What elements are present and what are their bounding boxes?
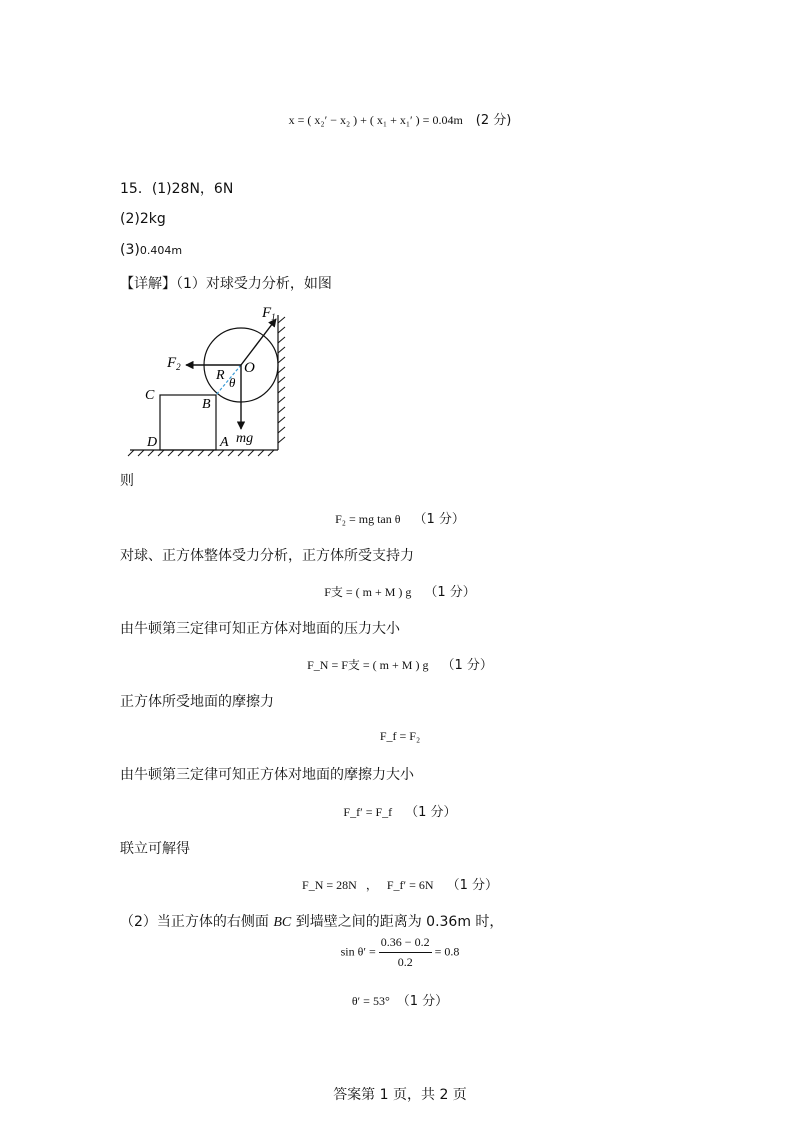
label-d: D [147,435,158,450]
label-f2: $F_2$ [167,355,181,372]
equation-2 [0,581,800,600]
label-r: R [216,368,225,383]
label-mg: mg [236,431,254,446]
equation-3-expr: F_N = F支 = ( m + M ) g [307,658,429,672]
equation-3-score: （1 分） [441,658,493,673]
wall-hatching [278,317,285,443]
equation-3 [0,654,800,673]
q15-header: 15．(1)28N，6N [120,181,234,197]
text-line-1: 对球、正方体整体受力分析，正方体所受支持力 [120,548,414,564]
label-b: B [202,397,211,412]
page-footer: 答案第 1 页，共 2 页 [333,1087,467,1103]
text-line-5: 联立可解得 [120,841,190,857]
equation-6-score: （1 分） [446,878,498,893]
equation-7-numerator: 0.36 − 0.2 [379,935,432,953]
q15-answer-3-value: 0.404m [139,244,183,257]
equation-8-expr: θ′ = 53° [351,994,390,1008]
equation-1-expr: F₂ = mg tan θ [335,512,401,526]
label-o: O [244,360,255,376]
label-c: C [145,388,155,403]
text-line-6 [120,911,503,931]
equation-2-score: （1 分） [424,585,476,600]
top-equation-score: (2 分) [475,113,512,128]
equation-5-score: （1 分） [405,805,457,820]
text-line-4: 由牛顿第三定律可知正方体对地面的摩擦力大小 [120,767,414,783]
detail-heading: 【详解】（1）对球受力分析，如图 [120,276,332,292]
q15-answer-2: (2)2kg [120,211,166,227]
equation-1-score: （1 分） [413,512,465,527]
text-line-2: 由牛顿第三定律可知正方体对地面的压力大小 [120,621,400,637]
equation-2-expr: F支 = ( m + M ) g [324,585,412,599]
equation-7-fraction [379,935,432,970]
label-a: A [220,435,229,450]
equation-6-part-2: F_f′ = 6N [386,878,434,892]
equation-7-rhs: = 0.8 [434,944,460,959]
equation-6: F_N = 28N ， F_f′ = 6N （1 分） [302,878,498,893]
equation-1 [0,508,800,527]
top-equation-expr: x = ( x₂′ − x₂ ) + ( x₁ + x₁′ ) = 0.04m [288,113,463,127]
equation-6-part-1: F_N = 28N [302,878,357,892]
top-equation [0,109,800,128]
equation-4 [0,729,800,744]
equation-7 [0,935,800,970]
text-line-6-prefix: （2）当正方体的右侧面 [120,914,269,930]
q15-answer-3 [120,242,182,258]
label-theta: θ [229,375,236,390]
equation-5 [0,801,800,820]
equation-8 [0,990,800,1009]
q15-answer-3-prefix: (3) [120,242,140,258]
equation-8-score: （1 分） [396,994,449,1009]
text-line-6-bc: BC [273,915,292,930]
equation-7-denominator: 0.2 [397,955,413,969]
label-f1: $F_1$ [262,305,276,322]
equation-5-expr: F_f′ = F_f [343,805,393,819]
f1-arrow [241,319,276,365]
text-then: 则 [120,473,134,489]
text-line-6-suffix: 到墙壁之间的距离为 0.36m 时， [295,914,504,930]
equation-4-expr: F_f = F₂ [379,729,421,743]
ground-hatching [128,450,274,456]
text-line-3: 正方体所受地面的摩擦力 [120,694,274,710]
equation-7-lhs: sin θ′ = [340,944,376,959]
force-diagram [120,295,300,470]
